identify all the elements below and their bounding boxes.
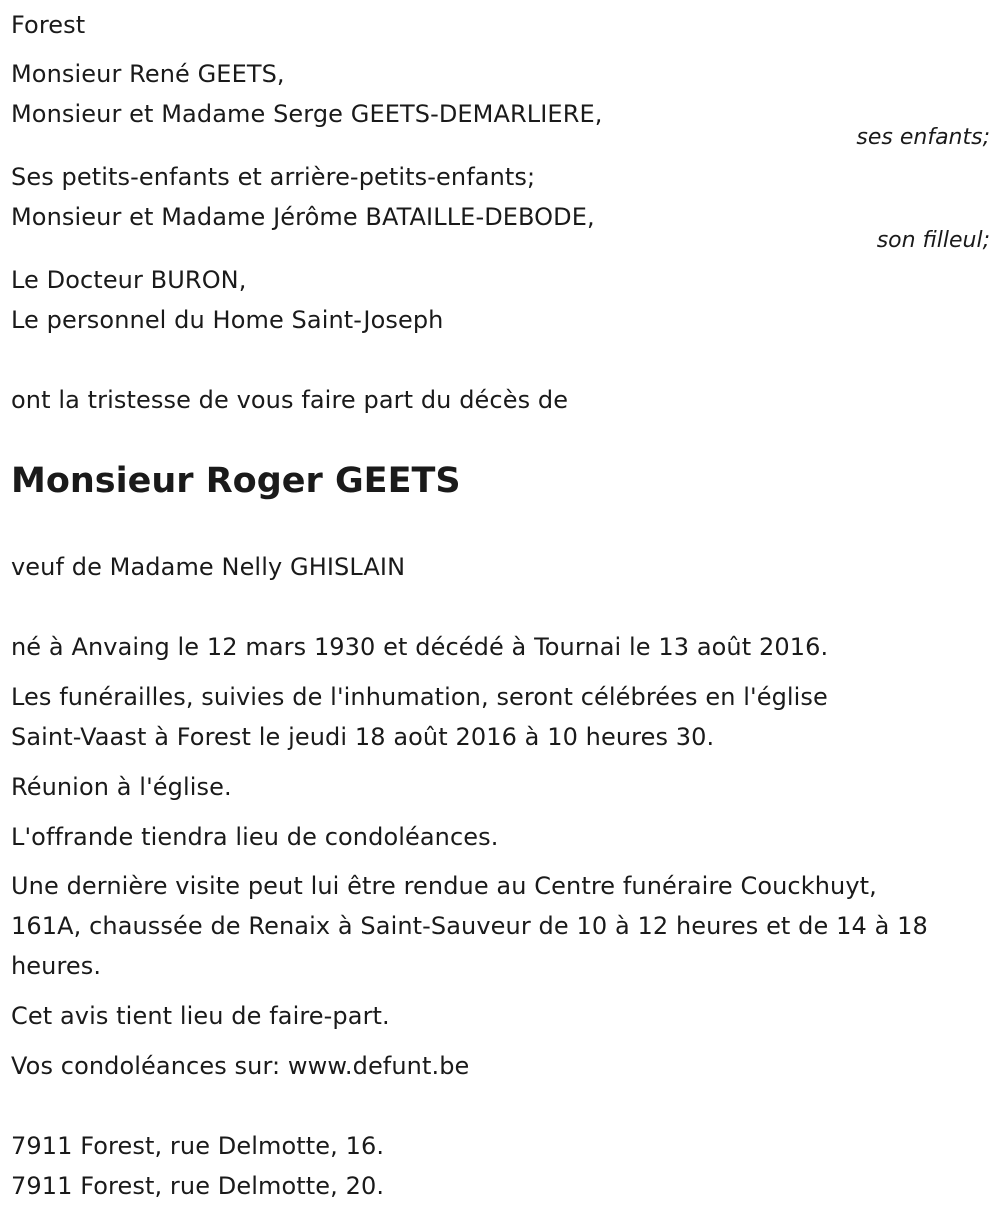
funeral-text-line-2: Saint-Vaast à Forest le jeudi 18 août 2016 à 10 heures 30. [11,723,715,751]
address-line: 7911 Forest, rue Delmotte, 20. [11,1172,385,1200]
meeting-text: Réunion à l'église. [11,773,232,801]
visit-text-line-2: 161A, chaussée de Renaix à Saint-Sauveur de 10 à 12 heures et de 14 à 18 [11,912,928,940]
godson-text: Monsieur et Madame Jérôme BATAILLE-DEBODE, [11,203,595,231]
announcement-intro: ont la tristesse de vous faire part du décès de [11,386,569,414]
widower-text: veuf de Madame Nelly GHISLAIN [11,553,406,581]
visit-text-line-1: Une dernière visite peut lui être rendue au Centre funéraire Couckhuyt, [11,872,877,900]
condolences-text: Vos condoléances sur: www.defunt.be [11,1052,470,1080]
offering-text: L'offrande tiendra lieu de condoléances. [11,823,499,851]
children-role-label: ses enfants; [856,125,990,150]
family-member-son-couple: Monsieur et Madame Serge GEETS-DEMARLIERE, [11,100,603,128]
visit-text-line-3: heures. [11,952,102,980]
deceased-name: Monsieur Roger GEETS [11,461,461,501]
notice-text: Cet avis tient lieu de faire-part. [11,1002,390,1030]
funeral-text-line-1: Les funérailles, suivies de l'inhumation, seront célébrées en l'église [11,683,828,711]
staff-text: Le personnel du Home Saint-Joseph [11,306,444,334]
location-text: Forest [11,11,86,39]
address-line: 7911 Forest, rue Delmotte, 16. [11,1132,385,1160]
birth-death-text: né à Anvaing le 12 mars 1930 et décédé à Tournai le 13 août 2016. [11,633,829,661]
godson-role-label: son filleul; [876,228,990,253]
grandchildren-text: Ses petits-enfants et arrière-petits-enfants; [11,163,536,191]
family-member-son: Monsieur René GEETS, [11,60,285,88]
doctor-text: Le Docteur BURON, [11,266,247,294]
